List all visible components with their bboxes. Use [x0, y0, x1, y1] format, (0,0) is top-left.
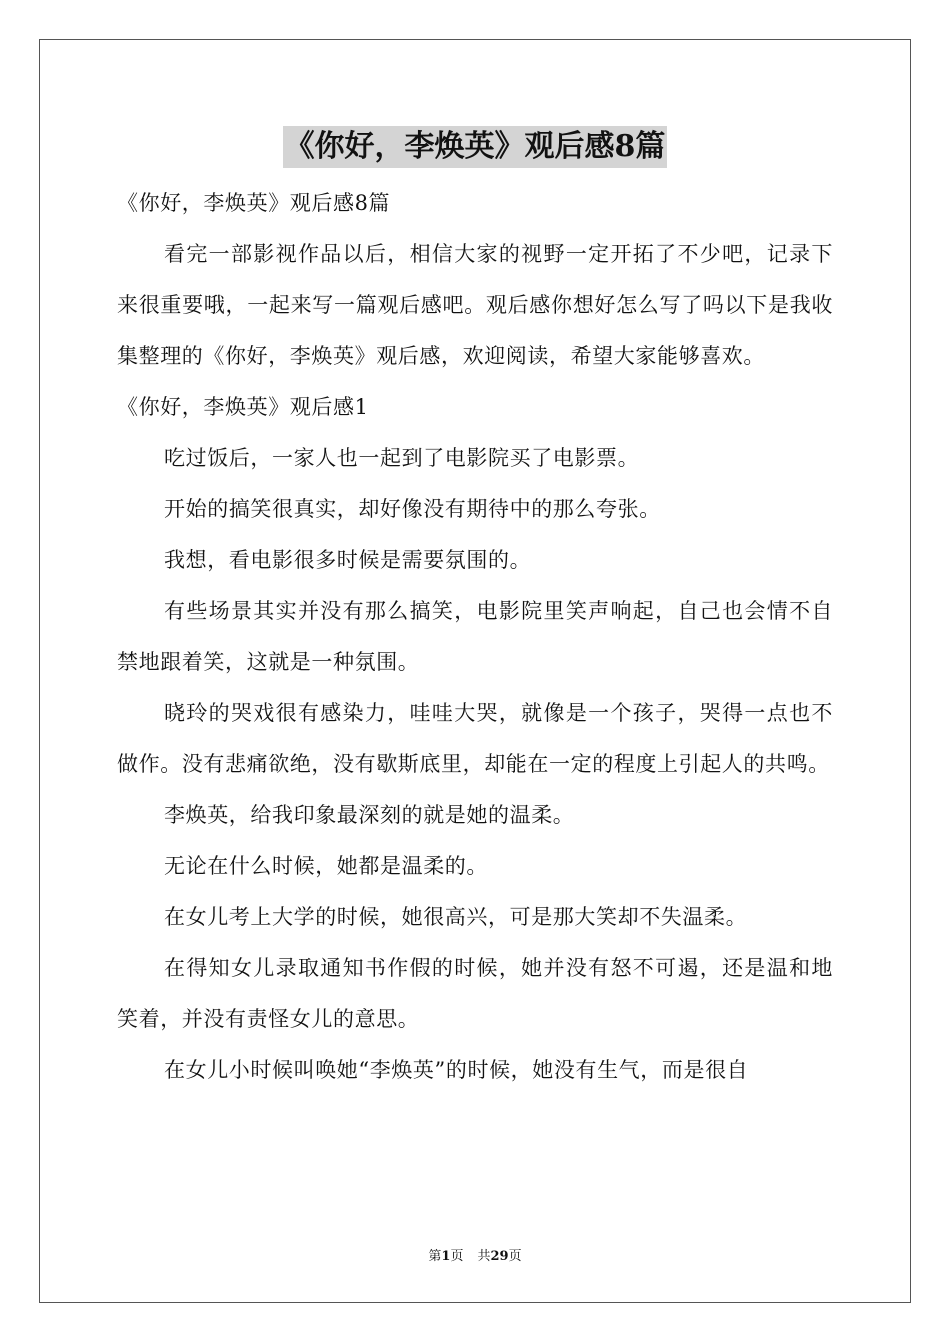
document-body — [117, 126, 833, 1096]
paragraph: 有些场景其实并没有那么搞笑，电影院里笑声响起，自己也会情不自禁地跟着笑，这就是一种氛围。 — [117, 599, 833, 674]
paragraph: 看完一部影视作品以后，相信大家的视野一定开拓了不少吧，记录下来很重要哦，一起来写一篇观后感吧。观后感你想好怎么写了吗以下是我收集整理的《你好，李焕英》观后感，欢迎阅读，希望大家能够喜欢。 — [117, 242, 833, 368]
page-label-prefix: 第 — [428, 1249, 442, 1264]
document-title: 《你好，李焕英》观后感8篇 — [283, 126, 668, 168]
paragraph: 在女儿考上大学的时候，她很高兴，可是那大笑却不失温柔。 — [164, 905, 748, 929]
title-container — [117, 126, 833, 170]
page-footer — [0, 1247, 950, 1267]
paragraph: 晓玲的哭戏很有感染力，哇哇大哭，就像是一个孩子，哭得一点也不做作。没有悲痛欲绝，没有歇斯底里，却能在一定的程度上引起人的共鸣。 — [117, 701, 833, 776]
total-pages: 29 — [490, 1249, 509, 1264]
paragraph: 无论在什么时候，她都是温柔的。 — [164, 854, 488, 878]
paragraph-list — [117, 178, 833, 1096]
paragraph: 在女儿小时候叫唤她“李焕英”的时候，她没有生气，而是很自 — [164, 1058, 749, 1082]
page-number: 1 — [441, 1249, 451, 1264]
paragraph: 《你好，李焕英》观后感8篇 — [117, 191, 391, 215]
paragraph: 《你好，李焕英》观后感1 — [117, 395, 369, 419]
paragraph: 我想，看电影很多时候是需要氛围的。 — [164, 548, 532, 572]
page-label-unit: 页 — [450, 1249, 464, 1264]
paragraph: 在得知女儿录取通知书作假的时候，她并没有怒不可遏，还是温和地笑着，并没有责怪女儿的意思。 — [117, 956, 833, 1031]
total-label-unit: 页 — [508, 1249, 522, 1264]
paragraph: 吃过饭后，一家人也一起到了电影院买了电影票。 — [164, 446, 640, 470]
total-label-prefix: 共 — [477, 1249, 491, 1264]
paragraph: 李焕英，给我印象最深刻的就是她的温柔。 — [164, 803, 575, 827]
paragraph: 开始的搞笑很真实，却好像没有期待中的那么夸张。 — [164, 497, 661, 521]
